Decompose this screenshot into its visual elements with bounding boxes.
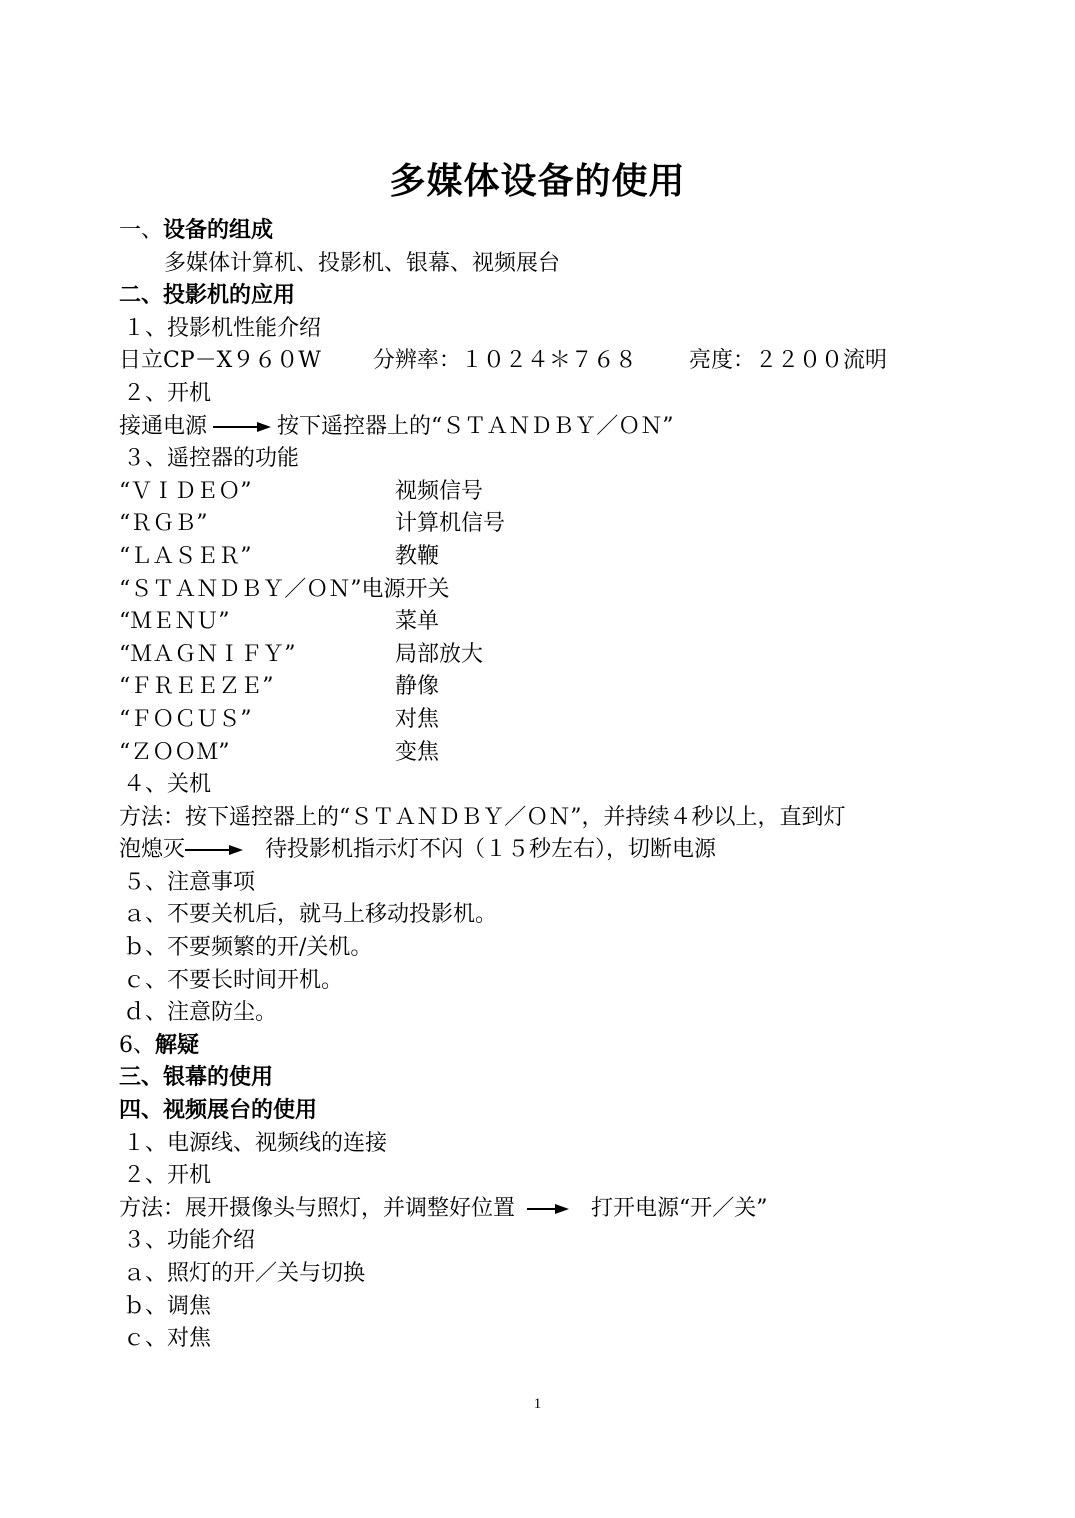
section-heading-4: 四、视频展台的使用 — [119, 1098, 318, 1124]
list-item — [119, 671, 979, 704]
spec-resolution: 分辨率：１０２４＊７６８ — [372, 348, 637, 374]
remote-desc: 电源开关 — [361, 576, 450, 602]
list-item: ｂ、不要频繁的开/关机。 — [123, 935, 373, 961]
remote-key: “ＺＯＯＭ” — [119, 739, 230, 765]
remote-desc: 菜单 — [395, 609, 440, 635]
power-off-method: 方法：按下遥控器上的“ＳＴＡＮＤＢＹ／ＯＮ”，并持续４秒以上，直到灯 — [119, 804, 846, 830]
right-arrow-icon — [213, 421, 271, 433]
subsection-heading: ５、注意事项 — [123, 869, 256, 895]
step-text: 打开电源“开／关” — [591, 1195, 768, 1221]
subsection-heading: ４、关机 — [123, 772, 212, 798]
step-text: 接通电源 — [119, 413, 208, 439]
equipment-list: 多媒体计算机、投影机、银幕、视频展台 — [164, 250, 561, 276]
remote-desc: 视频信号 — [395, 478, 484, 504]
remote-key: “ＲＧＢ” — [119, 511, 208, 537]
section-number: 一、 — [119, 218, 164, 243]
remote-desc: 局部放大 — [395, 641, 484, 667]
remote-key: “ＦＲＥＥＺＥ” — [119, 674, 274, 700]
list-item — [119, 541, 979, 574]
right-arrow-icon — [527, 1203, 569, 1215]
list-item — [119, 639, 979, 672]
list-item: ｃ、不要长时间开机。 — [123, 967, 344, 993]
power-on-steps — [119, 411, 979, 444]
spec-model: 日立CP－X９６０W — [119, 348, 321, 374]
remote-key: “ＦＯＣＵＳ” — [119, 706, 252, 732]
subsection-number: 6、 — [119, 1032, 155, 1058]
spec-brightness: 亮度：２２００流明 — [688, 348, 887, 374]
list-item — [119, 704, 979, 737]
remote-desc: 静像 — [395, 674, 440, 700]
subsection-heading — [119, 1030, 979, 1063]
step-text: 方法：展开摄像头与照灯，并调整好位置 — [119, 1195, 516, 1221]
list-item — [119, 606, 979, 639]
subsection-heading: ３、遥控器的功能 — [123, 446, 300, 472]
list-item — [119, 476, 979, 509]
document-body — [119, 215, 979, 1356]
list-item: ｂ、调焦 — [123, 1293, 212, 1319]
remote-key: “ＭＥＮＵ” — [119, 609, 230, 635]
remote-desc: 变焦 — [395, 739, 440, 765]
page-number: 1 — [533, 1396, 542, 1412]
remote-desc: 对焦 — [395, 706, 440, 732]
notes-list — [119, 899, 979, 1029]
booth-power-on — [119, 1193, 979, 1226]
remote-desc: 教鞭 — [395, 543, 440, 569]
step-text: 按下遥控器上的“ＳＴＡＮＤＢＹ／ＯＮ” — [277, 413, 674, 439]
list-item — [119, 574, 979, 607]
subsection-heading: ２、开机 — [123, 1163, 212, 1189]
step-text: 待投影机指示灯不闪（１５秒左右），切断电源 — [265, 837, 717, 863]
section-heading-1 — [119, 215, 979, 248]
section-title: 设备的组成 — [163, 218, 274, 243]
list-item: ｃ、对焦 — [123, 1326, 212, 1352]
subsection-heading: ３、功能介绍 — [123, 1228, 256, 1254]
subsection-heading: １、投影机性能介绍 — [123, 315, 322, 341]
section-heading-2: 二、投影机的应用 — [119, 283, 296, 309]
remote-function-list — [119, 476, 979, 769]
list-item: ｄ、注意防尘。 — [123, 1000, 278, 1026]
list-item — [119, 737, 979, 770]
list-item: ａ、照灯的开／关与切换 — [123, 1261, 366, 1286]
page-title: 多媒体设备的使用 — [389, 161, 686, 202]
step-text: 泡熄灭 — [119, 837, 186, 863]
function-list — [119, 1258, 979, 1356]
remote-key: “ＳＴＡＮＤＢＹ／ＯＮ” — [119, 576, 362, 602]
subsection-heading: ２、开机 — [123, 380, 212, 406]
section-heading-3: 三、银幕的使用 — [119, 1065, 274, 1091]
power-off-method-cont — [119, 834, 979, 867]
remote-desc: 计算机信号 — [395, 511, 506, 537]
subsection-title: 解疑 — [155, 1032, 200, 1058]
remote-key: “ＬＡＳＥＲ” — [119, 543, 252, 569]
projector-specs — [119, 345, 979, 378]
subsection-heading: １、电源线、视频线的连接 — [123, 1130, 388, 1156]
remote-key: “ＶＩＤＥＯ” — [119, 478, 252, 504]
right-arrow-icon — [185, 844, 243, 856]
list-item — [119, 508, 979, 541]
remote-key: “ＭＡＧＮＩＦＹ” — [119, 641, 296, 667]
list-item: ａ、不要关机后，就马上移动投影机。 — [123, 902, 498, 928]
